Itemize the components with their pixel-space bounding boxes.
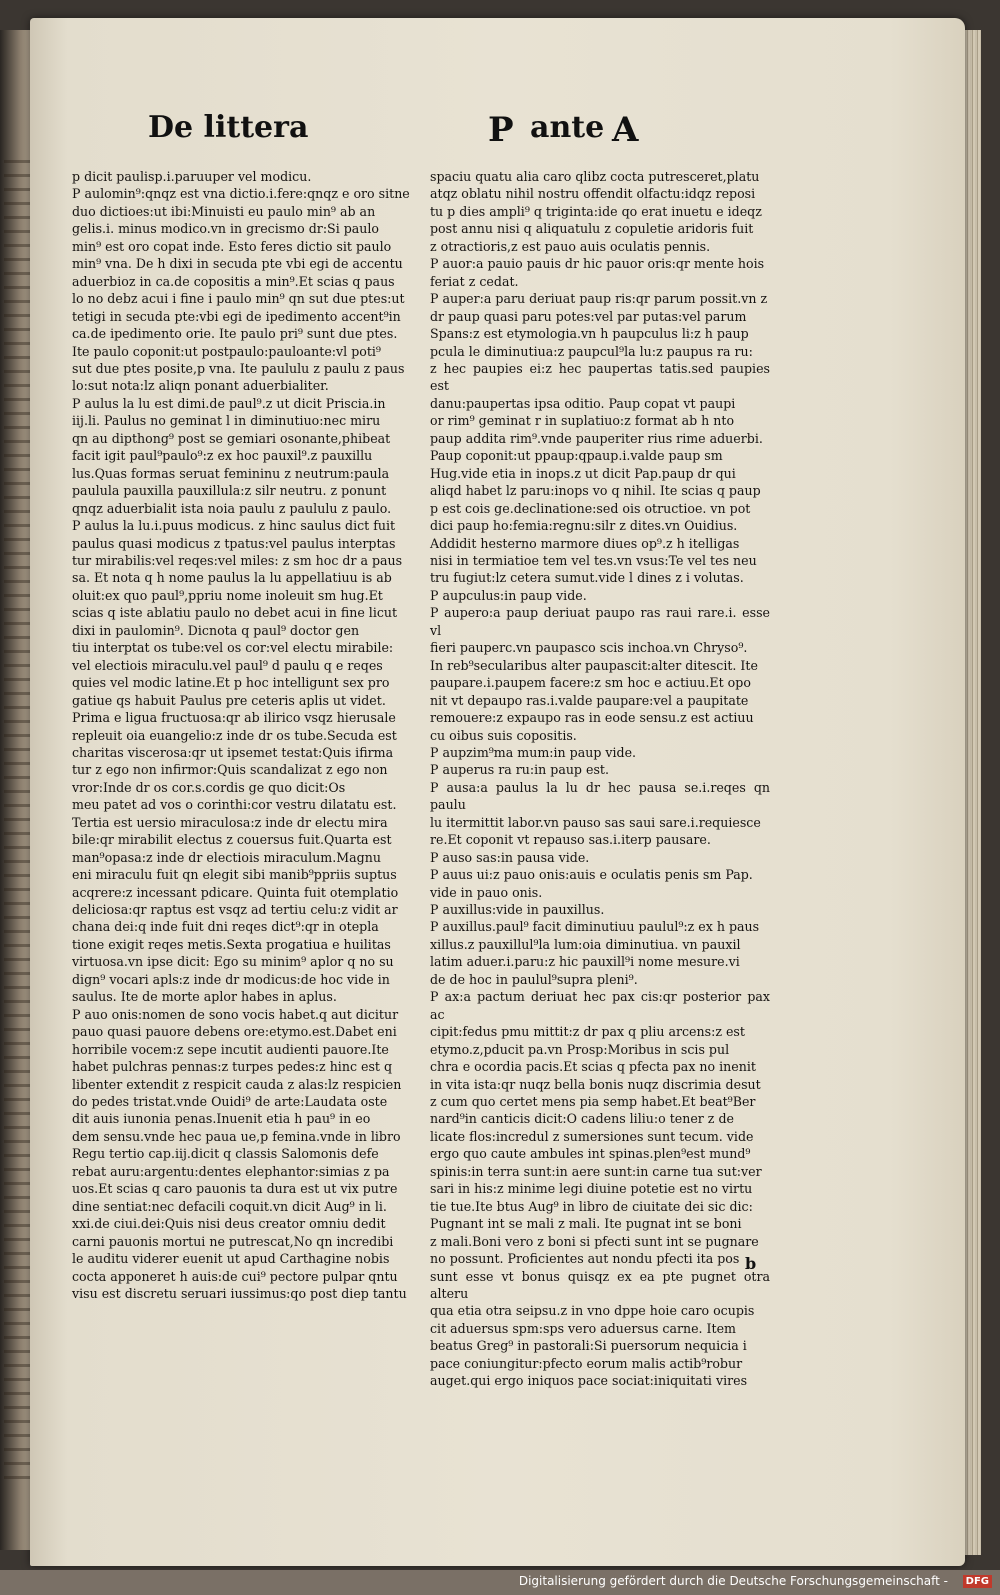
text-line: ergo quo caute ambules int spinas.plen⁹est mund⁹ — [430, 1146, 751, 1162]
text-line: oluit:ex quo paul⁹,ppriu nome inoleuit sm hug.Et — [72, 587, 383, 603]
text-line: beatus Greg⁹ in pastorali:Si puersorum nequicia i — [430, 1338, 747, 1354]
text-line: deliciosa:qr raptus est vsqz ad tertiu celu:z vidit ar — [72, 902, 398, 918]
text-line: P aupzim⁹ma mum:in paup vide. — [430, 744, 637, 760]
text-line: xxi.de ciui.dei:Quis nisi deus creator omniu dedit — [72, 1216, 386, 1232]
text-line: pace coniungitur:pfecto eorum malis actib⁹robur — [430, 1355, 743, 1371]
text-line: atqz oblatu nihil nostru offendit olfactu:idqz reposi — [430, 186, 756, 202]
text-line: licate flos:incredul z sumersiones sunt tecum. vide — [430, 1128, 754, 1144]
text-line: no possunt. Proficientes aut nondu pfecti ita pos — [430, 1251, 740, 1267]
text-line: gatiue qs habuit Paulus pre ceteris aplis ut videt. — [72, 692, 386, 708]
running-head-right: A — [612, 110, 639, 150]
text-column-right — [430, 168, 770, 1390]
text-line: paulula pauxilla pauxillula:z silr neutru. z ponunt — [72, 483, 387, 499]
dfg-logo: DFG — [963, 1575, 992, 1588]
text-line: spaciu quatu alia caro qlibz cocta putresceret,platu — [430, 169, 760, 184]
text-line: min⁹ est oro copat inde. Esto feres dictio sit paulo — [72, 238, 392, 254]
text-line: lu itermittit labor.vn pauso sas saui sare.i.requiesce — [430, 814, 761, 830]
text-line: cit aduersus spm:sps vero aduersus carne. Item — [430, 1320, 736, 1336]
text-line: meu patet ad vos o corinthi:cor vestru dilatatu est. — [72, 797, 397, 813]
text-line: qn au dipthong⁹ post se gemiari osonante,phibeat — [72, 430, 391, 446]
text-line: Pugnant int se mali z mali. Ite pugnat int se boni — [430, 1216, 742, 1232]
text-line: lo:sut nota:lz aliqn ponant aduerbialiter. — [72, 378, 329, 394]
text-line: fieri pauperc.vn paupasco scis inchoa.vn Chryso⁹. — [430, 640, 748, 656]
text-line: bile:qr mirabilit electus z couersus fuit.Quarta est — [72, 832, 392, 848]
text-line: danu:paupertas ipsa oditio. Paup copat vt paupi — [430, 395, 736, 411]
text-line: vel electiois miraculu.vel paul⁹ d paulu q e reqes — [72, 657, 383, 673]
text-line: post annu nisi q aliquatulu z copuletie aridoris fuit — [430, 221, 754, 237]
text-line: auget.qui ergo iniquos pace sociat:iniquitati vires — [430, 1373, 748, 1389]
text-line: xillus.z pauxillul⁹la lum:oia diminutiua. vn pauxil — [430, 936, 741, 952]
text-line: chana dei:q inde fuit dni reqes dict⁹:qr in otepla — [72, 919, 379, 935]
text-line: cocta apponeret h auis:de cui⁹ pectore pulpar qntu — [72, 1268, 398, 1284]
footer-credit: Digitalisierung gefördert durch die Deutsche Forschungsgemeinschaft - — [518, 1574, 948, 1588]
left-page-edge — [0, 30, 34, 1550]
text-line: chra e ocordia pacis.Et scias q pfecta pax no inenit — [430, 1059, 756, 1075]
text-line: re.Et coponit vt repauso sas.i.iterp pausare. — [430, 832, 711, 848]
text-line: vror:Inde dr os cor.s.cordis ge quo dicit:Os — [72, 779, 346, 795]
text-line: facit igit paul⁹paulo⁹:z ex hoc pauxil⁹.z pauxillu — [72, 448, 373, 464]
text-line: min⁹ vna. De h dixi in secuda pte vbi egi de accentu — [72, 256, 403, 272]
text-line: duo dictioes:ut ibi:Minuisti eu paulo min⁹ ab an — [72, 203, 376, 219]
text-column-left — [72, 168, 417, 1302]
text-line: carni pauonis mortui ne putrescat,No qn incredibi — [72, 1233, 394, 1249]
text-line: dign⁹ vocari apls:z inde dr modicus:de hoc vide in — [72, 971, 390, 987]
text-line: lus.Quas formas seruat femininu z neutrum:paula — [72, 465, 390, 481]
text-line: Spans:z est etymologia.vn h paupculus li:z h paup — [430, 326, 749, 342]
text-line: tiu interptat os tube:vel os cor:vel electu mirabile: — [72, 640, 394, 656]
text-line: P auxillus:vide in pauxillus. — [430, 902, 605, 918]
text-line: P aupero:a paup deriuat paupo ras raui rare.i. esse vl — [430, 605, 770, 638]
text-line: spinis:in terra sunt:in aere sunt:in carne tua sut:ver — [430, 1163, 762, 1179]
text-line: qua etia otra seipsu.z in vno dppe hoie caro ocupis — [430, 1303, 755, 1319]
text-line: gelis.i. minus modico.vn in grecismo dr:Si paulo — [72, 221, 380, 237]
signature-mark: b — [745, 1254, 757, 1273]
text-line: habet pulchras pennas:z turpes pedes:z hinc est q — [72, 1059, 393, 1075]
text-line: in vita ista:qr nuqz bella bonis nuqz discrimia desut — [430, 1076, 761, 1092]
text-line: P ausa:a paulus la lu dr hec pausa se.i.reqes qn paulu — [430, 779, 770, 813]
text-line: P auor:a pauio pauis dr hic pauor oris:qr mente hois — [430, 256, 765, 272]
text-line: lo no debz acui i fine i paulo min⁹ qn sut due ptes:ut — [72, 291, 405, 307]
text-line: Tertia est uersio miraculosa:z inde dr electu mira — [72, 814, 388, 830]
text-line: rebat auru:argentu:dentes elephantor:simias z pa — [72, 1163, 390, 1179]
text-line: z cum quo certet mens pia semp habet.Et beat⁹Ber — [430, 1094, 756, 1110]
text-line: virtuosa.vn ipse dicit: Ego su minim⁹ aplor q no su — [72, 954, 394, 970]
text-line: dici paup ho:femia:regnu:silr z dites.vn Ouidius. — [430, 518, 738, 534]
text-line: vide in pauo onis. — [430, 884, 543, 900]
text-line: tru fugiut:lz cetera sumut.vide l dines z i volutas. — [430, 570, 744, 586]
text-line: z hec paupies ei:z hec paupertas tatis.sed paupies est — [430, 360, 770, 394]
text-line: remouere:z expaupo ras in eode sensu.z est actiuu — [430, 710, 754, 726]
text-line: z otractioris,z est pauo auis oculatis pennis. — [430, 238, 711, 254]
text-line: P auo onis:nomen de sono vocis habet.q aut dicitur — [72, 1006, 399, 1022]
text-line: P ax:a pactum deriuat hec pax cis:qr posterior pax ac — [430, 989, 770, 1022]
text-line: dine sentiat:nec defacili coquit.vn dicit Aug⁹ in li. — [72, 1198, 387, 1214]
text-line: qnqz aduerbialit ista noia paulu z paululu z paulo. — [72, 500, 392, 516]
text-line: z mali.Boni vero z boni si pfecti sunt int se pugnare — [430, 1233, 759, 1249]
text-line: Hug.vide etia in inops.z ut dicit Pap.paup dr qui — [430, 465, 736, 481]
text-line: P aulus la lu est dimi.de paul⁹.z ut dicit Priscia.in — [72, 395, 386, 411]
text-line: le auditu viderer euenit ut apud Carthagine nobis — [72, 1251, 390, 1267]
text-line: etymo.z,pducit pa.vn Prosp:Moribus in scis pul — [430, 1041, 730, 1057]
text-line: uos.Et scias q caro pauonis ta dura est ut vix putre — [72, 1181, 398, 1197]
text-line: dixi in paulomin⁹. Dicnota q paul⁹ doctor gen — [72, 622, 360, 638]
text-line: p est cois ge.declinatione:sed ois otructioe. vn pot — [430, 500, 751, 516]
text-line: Paup coponit:ut ppaup:qpaup.i.valde paup sm — [430, 448, 723, 464]
text-line: horribile vocem:z sepe incutit audienti pauore.Ite — [72, 1041, 389, 1057]
text-line: paupare.i.paupem facere:z sm hoc e actiuu.Et opo — [430, 675, 751, 691]
text-line: nisi in termiatioe tem vel tes.vn vsus:Te vel tes neu — [430, 552, 757, 568]
text-line: cipit:fedus pmu mittit:z dr pax q pliu arcens:z est — [430, 1024, 745, 1040]
text-line: pcula le diminutiua:z paupcul⁹la lu:z paupus ra ru: — [430, 343, 753, 359]
text-line: P auperus ra ru:in paup est. — [430, 762, 609, 778]
text-line: charitas viscerosa:qr ut ipsemet testat:Quis ifirma — [72, 744, 394, 760]
text-line: dit auis iunonia penas.Inuenit etia h pau⁹ in eo — [72, 1111, 371, 1127]
text-line: quies vel modic latine.Et p hoc intelligunt sex pro — [72, 675, 390, 691]
text-line: P auus ui:z pauo onis:auis e oculatis penis sm Pap. — [430, 867, 753, 883]
text-line: Ite paulo coponit:ut postpaulo:pauloante:vl poti⁹ — [72, 343, 381, 359]
text-line: de de hoc in paulul⁹supra pleni⁹. — [430, 971, 638, 987]
text-line: tur mirabilis:vel reqes:vel miles: z sm hoc dr a paus — [72, 552, 403, 568]
text-line: P auxillus.paul⁹ facit diminutiuu paulul⁹:z ex h paus — [430, 919, 760, 935]
running-head-letter: P — [488, 110, 514, 150]
text-line: paulus quasi modicus z tpatus:vel paulus interptas — [72, 535, 396, 551]
text-line: eni miraculu fuit qn elegit sibi manib⁹ppriis suptus — [72, 867, 397, 883]
text-line: P aupculus:in paup vide. — [430, 587, 587, 603]
running-head-left: De littera — [148, 110, 309, 145]
text-line: sut due ptes posite,p vna. Ite paululu z paulu z paus — [72, 360, 405, 376]
running-head-ante: ante — [530, 110, 605, 145]
text-line: repleuit oia euangelio:z inde dr os tube.Secuda est — [72, 727, 397, 743]
text-line: libenter extendit z respicit cauda z alas:lz respicien — [72, 1076, 402, 1092]
text-line: saulus. Ite de morte aplor habes in aplus. — [72, 989, 337, 1005]
text-line: tu p dies ampli⁹ q triginta:ide qo erat inuetu e ideqz — [430, 203, 762, 219]
text-line: P aulus la lu.i.puus modicus. z hinc saulus dict fuit — [72, 518, 396, 534]
text-line: do pedes tristat.vnde Ouidi⁹ de arte:Laudata oste — [72, 1094, 388, 1110]
text-line: tione exigit reqes metis.Sexta progatiua e huilitas — [72, 936, 391, 952]
text-line: latim aduer.i.paru:z hic pauxill⁹i nome mesure.vi — [430, 954, 740, 970]
text-line: In reb⁹secularibus alter paupascit:alter ditescit. Ite — [430, 657, 758, 673]
text-line: pauo quasi pauore debens ore:etymo.est.Dabet eni — [72, 1024, 397, 1040]
text-line: tetigi in secuda pte:vbi egi de ipedimento accent⁹in — [72, 308, 401, 324]
text-line: ca.de ipedimento orie. Ite paulo pri⁹ sunt due ptes. — [72, 326, 398, 342]
text-line: dem sensu.vnde hec paua ue,p femina.vnde in libro — [72, 1128, 401, 1144]
text-line: man⁹opasa:z inde dr electiois miraculum.Magnu — [72, 849, 381, 865]
text-line: nit vt depaupo ras.i.valde paupare:vel a paupitate — [430, 692, 749, 708]
text-line: dr paup quasi paru potes:vel par putas:vel parum — [430, 308, 747, 324]
text-line: scias q iste ablatiu paulo no debet acui in fine licut — [72, 605, 398, 621]
text-line: Addidit hesterno marmore diues op⁹.z h itelligas — [430, 535, 740, 551]
text-line: sunt esse vt bonus quisqz ex ea pte pugnet otra alteru — [430, 1268, 770, 1301]
text-line: Regu tertio cap.iij.dicit q classis Salomonis defe — [72, 1146, 379, 1162]
text-line: aliqd habet lz paru:inops vo q nihil. Ite scias q paup — [430, 483, 761, 499]
text-line: P auso sas:in pausa vide. — [430, 849, 590, 865]
text-line: sa. Et nota q h nome paulus la lu appellatiuu is ab — [72, 570, 392, 586]
text-line: tie tue.Ite btus Aug⁹ in libro de ciuitate dei sic dic: — [430, 1198, 753, 1214]
text-line: visu est discretu seruari iussimus:qo post diep tantu — [72, 1286, 407, 1301]
text-line: P auper:a paru deriuat paup ris:qr parum possit.vn z — [430, 291, 768, 307]
footer-bar — [0, 1570, 1000, 1595]
left-page-text-fragment — [4, 160, 30, 1490]
text-line: feriat z cedat. — [430, 273, 519, 289]
text-line: nard⁹in canticis dicit:O cadens liliu:o tener z de — [430, 1111, 734, 1127]
text-line: acqrere:z incessant pdicare. Quinta fuit otemplatio — [72, 884, 399, 900]
text-line: or rim⁹ geminat r in suplatiuo:z format ab h nto — [430, 413, 735, 429]
text-line: aduerbioz in ca.de copositis a min⁹.Et scias q paus — [72, 273, 395, 289]
text-line: iij.li. Paulus no geminat l in diminutiuo:nec miru — [72, 413, 381, 429]
text-line: p dicit paulisp.i.paruuper vel modicu. — [72, 169, 312, 184]
text-line: P aulomin⁹:qnqz est vna dictio.i.fere:qnqz e oro sitne — [72, 186, 410, 202]
text-line: paup addita rim⁹.vnde pauperiter rius rime aduerbi. — [430, 430, 763, 446]
text-line: sari in his:z minime legi diuine potetie est no virtu — [430, 1181, 753, 1197]
text-line: Prima e ligua fructuosa:qr ab ilirico vsqz hierusale — [72, 710, 396, 726]
text-line: tur z ego non infirmor:Quis scandalizat z ego non — [72, 762, 388, 778]
text-line: cu oibus suis copositis. — [430, 727, 577, 743]
